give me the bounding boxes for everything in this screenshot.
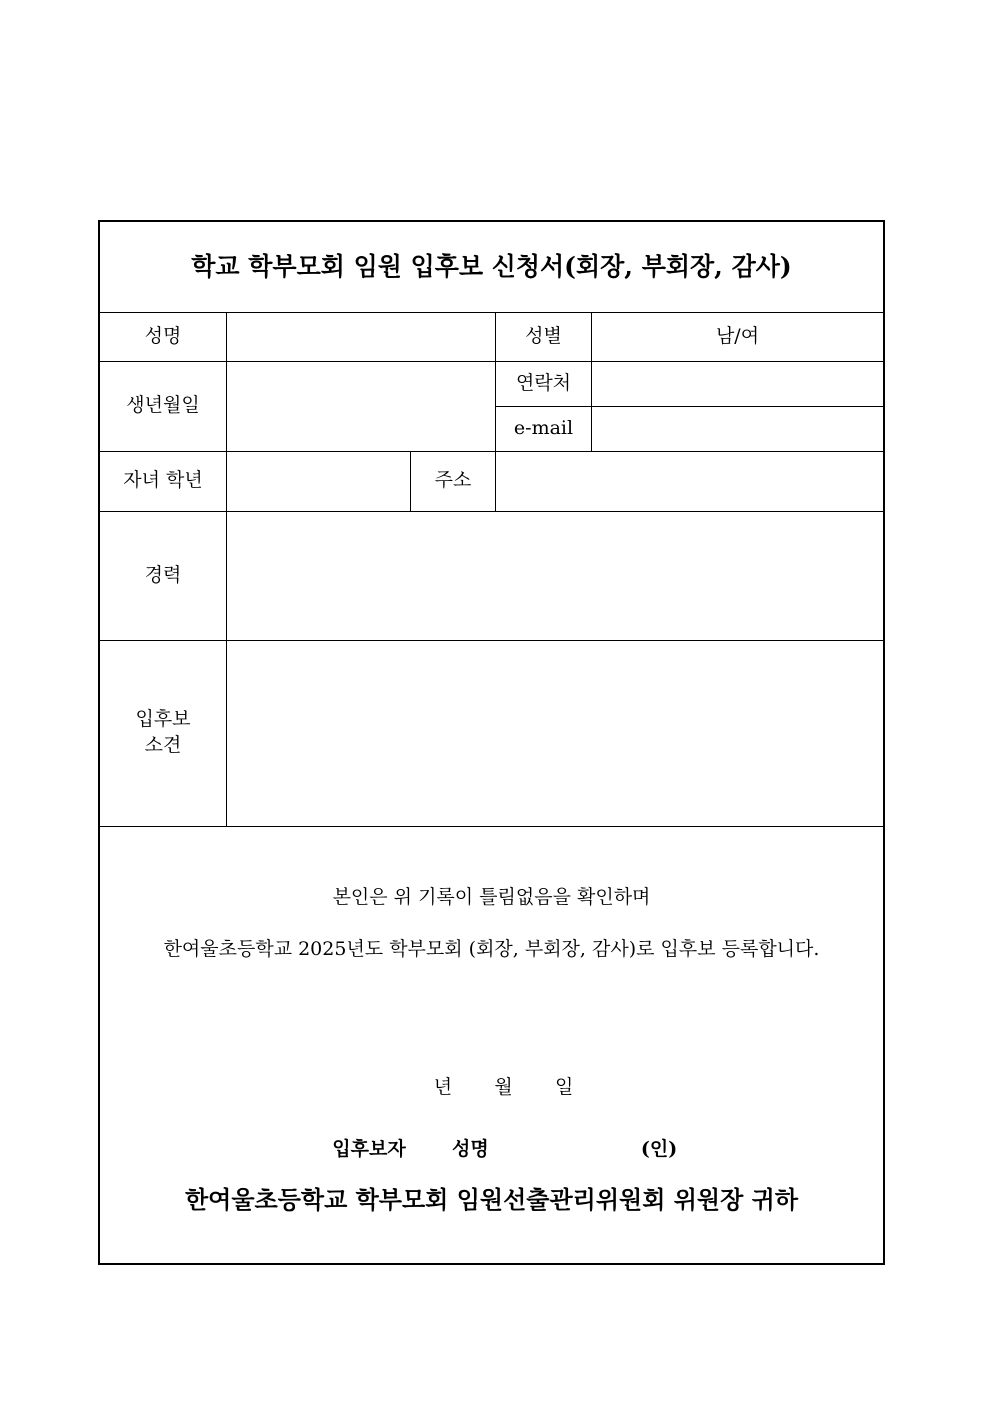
applicant-label: 입후보자 [332,1138,406,1160]
birth-label: 생년월일 [126,394,200,417]
gender-label: 성별 [525,324,562,347]
statement-label [100,640,226,826]
career-field[interactable] [227,512,883,640]
email-label: e-mail [513,416,574,439]
form-title: 학교 학부모회 임원 입후보 신청서(회장, 부회장, 감사) [191,252,792,282]
name-field[interactable] [227,313,495,361]
contact-label: 연락처 [515,371,572,394]
child-grade-field[interactable] [227,452,410,511]
statement-label-line2: 소견 [144,734,182,756]
child-grade-label: 자녀 학년 [123,469,203,492]
contact-field[interactable] [592,362,883,406]
name-label: 성명 [144,324,182,347]
statement-label-line1: 입후보 [135,708,191,731]
applicant-name-label: 성명 [452,1138,489,1160]
statement-field[interactable] [227,641,883,826]
seal-mark: (인) [640,1138,678,1160]
recipient-line: 한여울초등학교 학부모회 임원선출관리위원회 위원장 귀하 [184,1185,799,1214]
address-field[interactable] [496,452,883,511]
application-form [98,220,885,1265]
address-label: 주소 [434,469,472,492]
email-field[interactable] [592,407,883,451]
date-day: 일 [555,1076,574,1098]
divider [100,826,883,827]
gender-field[interactable]: 남/여 [715,324,760,347]
date-month: 월 [494,1076,513,1098]
career-label: 경력 [144,563,182,586]
date-year: 년 [433,1076,453,1098]
date-line [100,1050,883,1121]
applicant-line [100,1112,883,1183]
declaration-line2: 한여울초등학교 2025년도 학부모회 (회장, 부회장, 감사)로 입후보 등록합니다. [163,938,820,960]
birth-field[interactable] [227,362,495,451]
declaration-line1: 본인은 위 기록이 틀림없음을 확인하며 [332,886,651,908]
